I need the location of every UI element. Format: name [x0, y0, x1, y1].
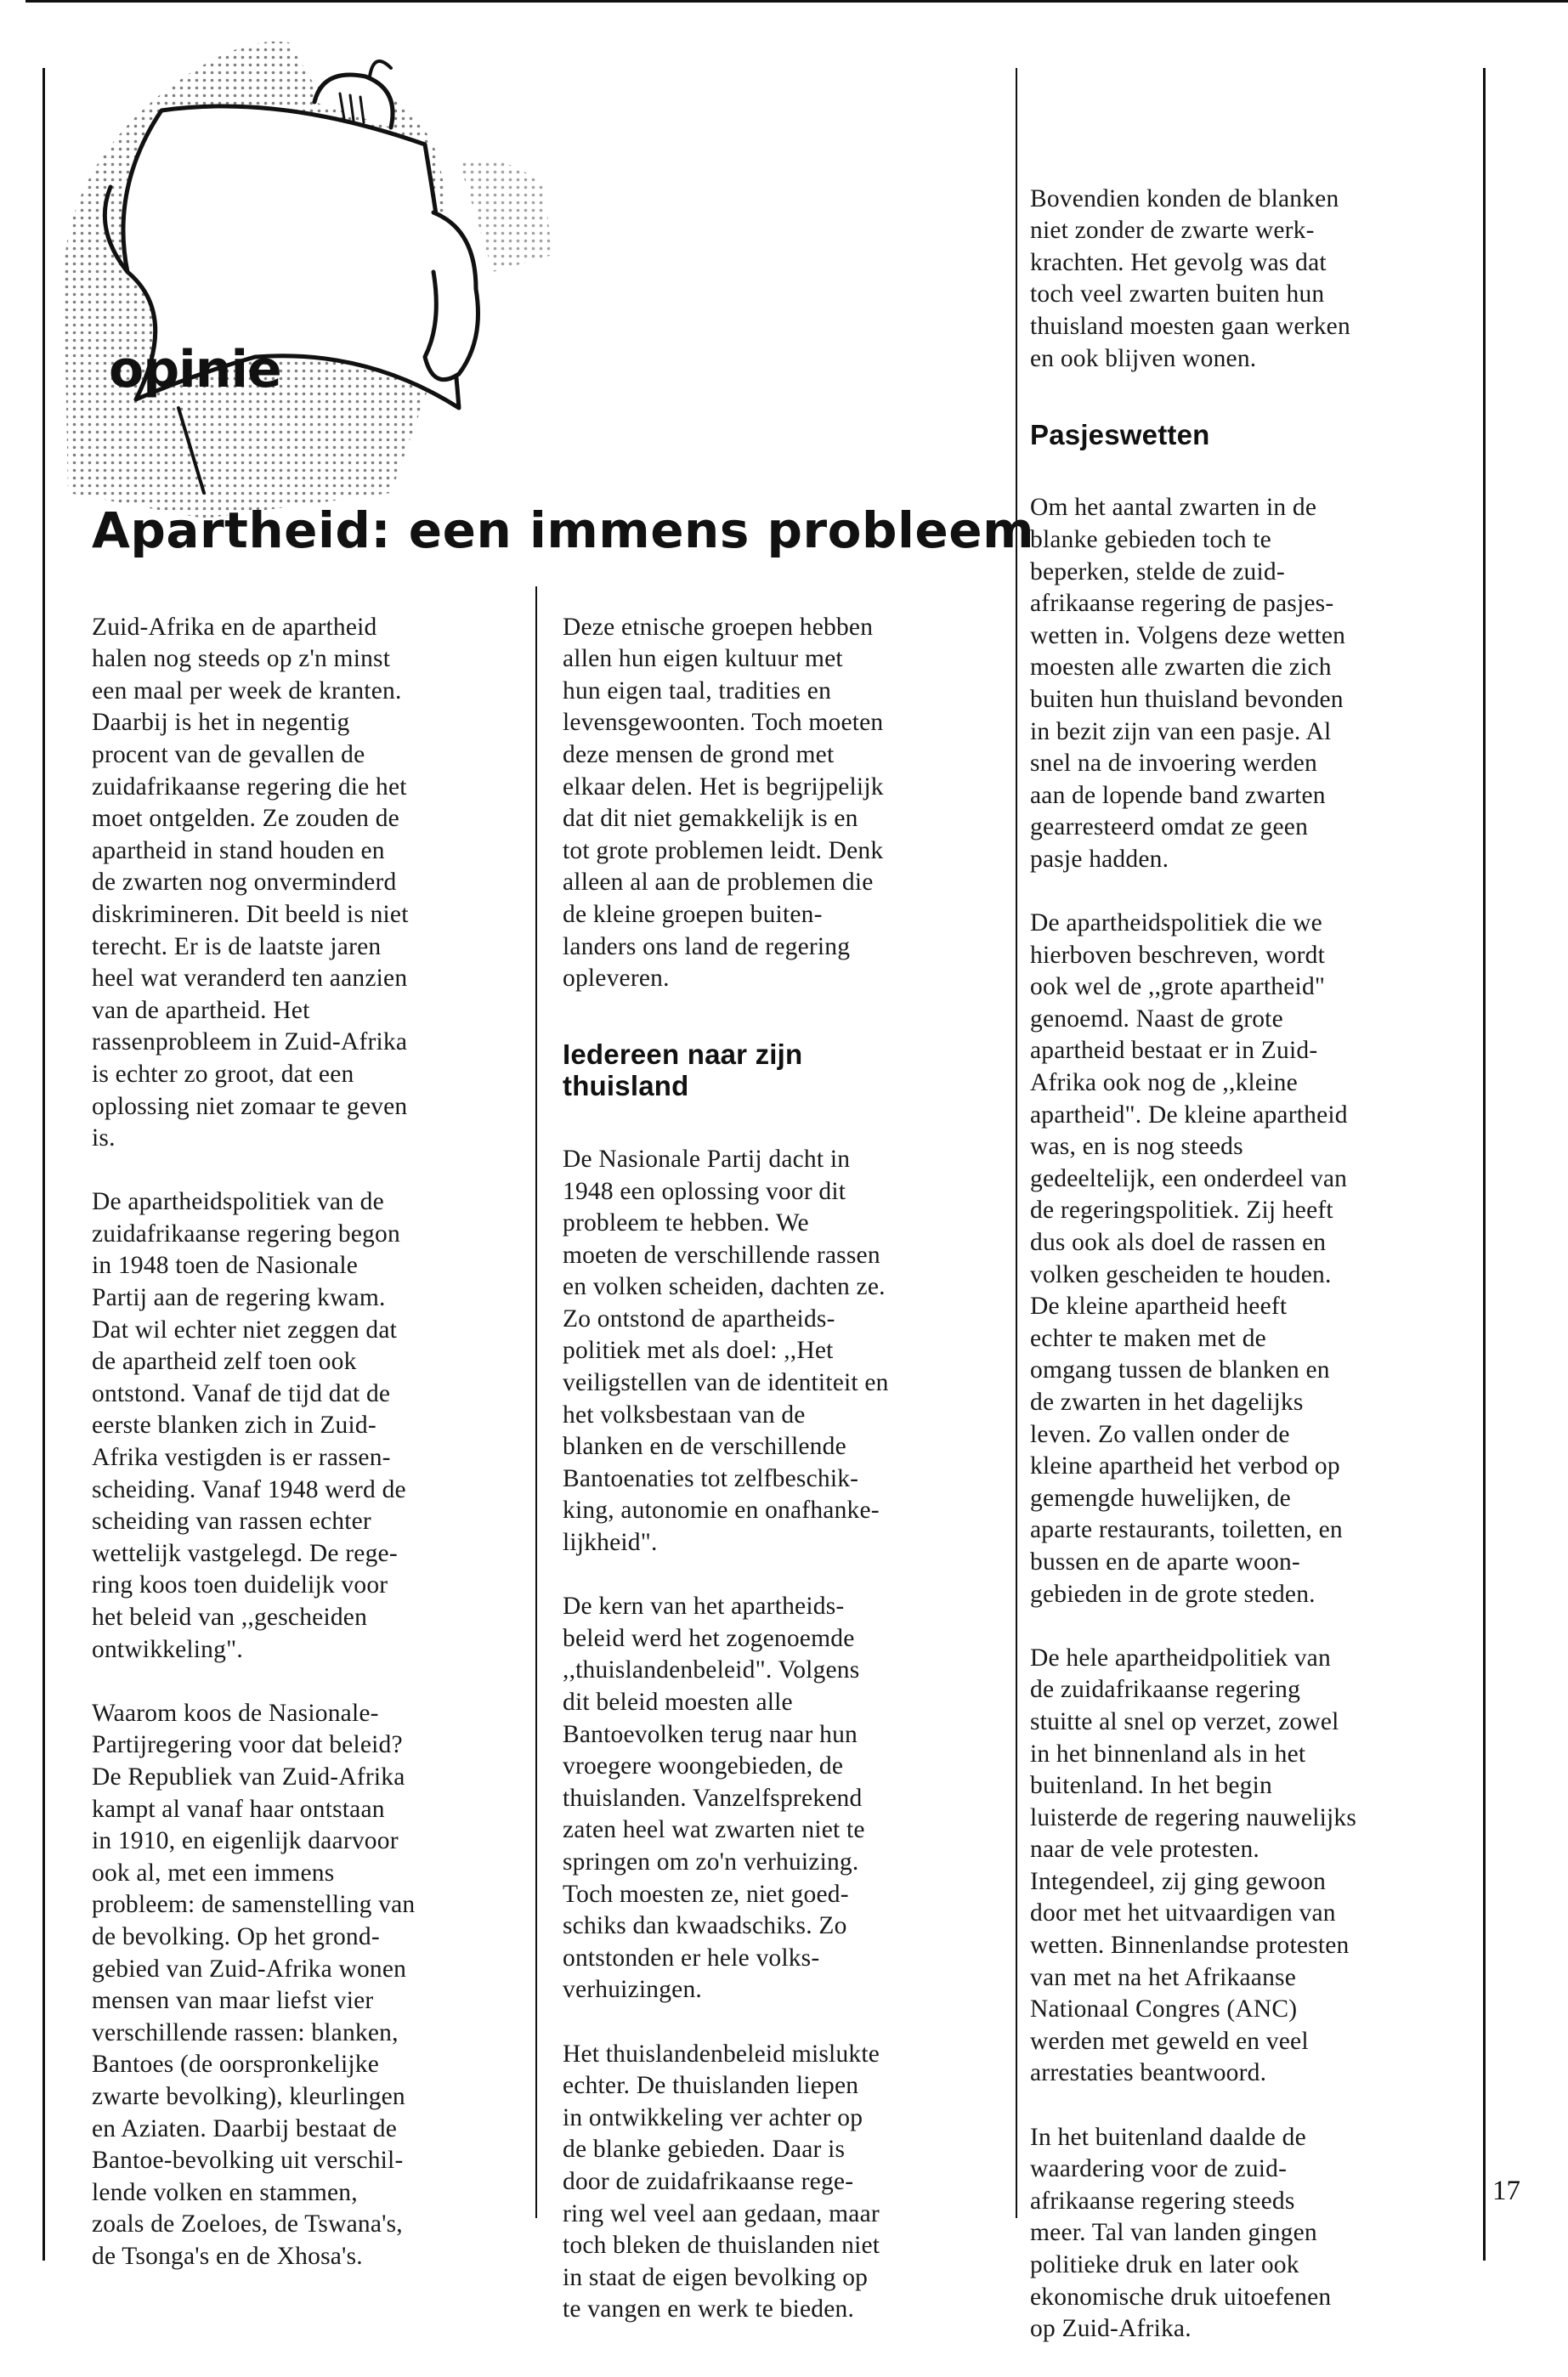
- article-column-1: [92, 580, 529, 2305]
- body-paragraph: De apartheidspolitiek van de zuidafrikaanse regering begon in 1948 toen de Nasionale Partij aan de regering kwam. Dat wil echter niet zeggen dat de apartheid zelf toen ook ontstond. Vanaf de tijd dat de eerste blanken zich in Zuid- Afrika vestigden is er rassen- scheiding. Vanaf 1948 werd de scheiding van rassen echter wettelijk vastgelegd. De rege- ring koos toen duidelijk voor het beleid van ,,gescheiden ontwikkeling".: [92, 1188, 406, 1663]
- section-heading-pasjeswetten: Pasjeswetten: [1030, 418, 1210, 450]
- body-paragraph: De Nasionale Partij dacht in 1948 een oplossing voor dit probleem te hebben. We moeten de verschillende rassen en volken scheiden, dachten ze. Zo ontstond de apartheids- politiek met als doel: ,,Het veiligstellen van de identiteit en het volksbestaan van de blanken en de verschillende Bantoenaties tot zelfbeschik- king, autonomie en onafhanke- lijkheid".: [563, 1145, 889, 1557]
- body-paragraph: De kern van het apartheids- beleid werd het zogenoemde ,,thuislandenbeleid". Volgens dit beleid moesten alle Bantoevolken terug naar hun vroegere woongebieden, de thuislanden. Vanzelfsprekend zaten heel wat zwarten niet te springen om zo'n verhuizing. Toch moesten ze, niet goed- schiks dan kwaadschiks. Zo ontstonden er hele volks- verhuizingen.: [563, 1593, 865, 2004]
- article-column-3: [1030, 151, 1476, 2377]
- article-column-2: [563, 580, 1009, 2357]
- body-paragraph: Waarom koos de Nasionale- Partijregering voor dat beleid? De Republiek van Zuid-Afrika kampt al vanaf haar ontstaan in 1910, en eigenlijk daarvoor ook al, met een immens probleem: de samenstelling van de bevolking. Op het grond- gebied van Zuid-Afrika wonen mensen van maar liefst vier verschillende rassen: blanken, Bantoes (de oorspronkelijke zwarte bevolking), kleurlingen en Aziaten. Daarbij bestaat de Bantoe-bevolking uit verschil- lende volken en stammen, zoals de Zoeloes, de Tswana's, de Tsonga's en de Xhosa's.: [92, 1699, 416, 2270]
- body-paragraph: Om het aantal zwarten in de blanke gebieden toch te beperken, stelde de zuid- afrikaanse regering de pasjes- wetten in. Volgens deze wetten moesten alle zwarten die zich buiten hun thuisland bevonden in bezit zijn van een pasje. Al snel na de invoering werden aan de lopende band zwarten gearresteerd omdat ze geen pasje hadden.: [1030, 494, 1346, 873]
- body-paragraph: Deze etnische groepen hebben allen hun eigen kultuur met hun eigen taal, tradities en levensgewoonten. Toch moeten deze mensen de grond met elkaar delen. Het is begrijpelijk dat dit niet gemakkelijk is en tot grote problemen leidt. Denk alleen al aan de problemen die de kleine groepen buiten- landers ons land de regering opleveren.: [563, 613, 884, 993]
- body-paragraph: Bovendien konden de blanken niet zonder de zwarte werk- krachten. Het gevolg was dat toch veel zwarten buiten hun thuisland moesten gaan werken en ook blijven wonen.: [1030, 184, 1350, 372]
- page-number: 17: [1492, 2176, 1520, 2206]
- body-paragraph: Het thuislandenbeleid mislukte echter. De thuislanden liepen in ontwikkeling ver achter op de blanke gebieden. Daar is door de zuidafrikaanse rege- ring wel veel aan gedaan, maar toch bleken de thuislanden niet in staat de eigen bevolking op te vangen en werk te bieden.: [563, 2040, 880, 2323]
- article-title: Apartheid: een immens probleem: [92, 501, 1035, 559]
- body-paragraph: In het buitenland daalde de waardering voor de zuid- afrikaanse regering steeds meer. Tal van landen gingen politieke druk en later ook ekonomische druk uitoefenen op Zuid-Afrika.: [1030, 2123, 1332, 2343]
- body-paragraph: De hele apartheidpolitiek van de zuidafrikaanse regering stuitte al snel op verzet, zowel in het binnenland als in het buitenland. In het begin luisterde de regering nauwelijks naar de vele protesten. Integendeel, zij ging gewoon door met het uitvaardigen van wetten. Binnenlandse protesten van met na het Afrikaanse Nationaal Congres (ANC) werden met geweld en veel arrestaties beantwoord.: [1030, 1644, 1357, 2087]
- section-label-opinie: opinie: [109, 340, 281, 399]
- column-divider: [1016, 68, 1017, 2218]
- column-divider: [535, 586, 537, 2218]
- top-rule: [25, 0, 1568, 3]
- right-rule: [1483, 68, 1486, 2261]
- body-paragraph: Zuid-Afrika en de apartheid halen nog steeds op z'n minst een maal per week de kranten. Daarbij is het in negentig procent van de gevallen de zuidafrikaanse regering die het moet ontgelden. Ze zouden de apartheid in stand houden en de zwarten nog onverminderd diskrimineren. Dit beeld is niet terecht. Er is de laatste jaren heel wat veranderd ten aanzien van de apartheid. Het rassenprobleem in Zuid-Afrika is echter zo groot, dat een oplossing niet zomaar te geven is.: [92, 613, 409, 1152]
- section-heading-thuisland: Iedereen naar zijn thuisland: [563, 1039, 803, 1102]
- body-paragraph: De apartheidspolitiek die we hierboven beschreven, wordt ook wel de ,,grote apartheid" genoemd. Naast de grote apartheid bestaat er in Zuid- Afrika ook nog de ,,kleine apartheid". De kleine apartheid was, en is nog steeds gedeeltelijk, een onderdeel van de regeringspolitiek. Zij heeft dus ook als doel de rassen en volken gescheiden te houden. De kleine apartheid heeft echter te maken met de omgang tussen de blanken en de zwarten in het dagelijks leven. Zo vallen onder de kleine apartheid het verbod op gemengde huwelijken, de aparte restaurants, toiletten, en bussen en de aparte woon- gebieden in de grote steden.: [1030, 909, 1348, 1608]
- cartoon-illustration: [34, 17, 629, 527]
